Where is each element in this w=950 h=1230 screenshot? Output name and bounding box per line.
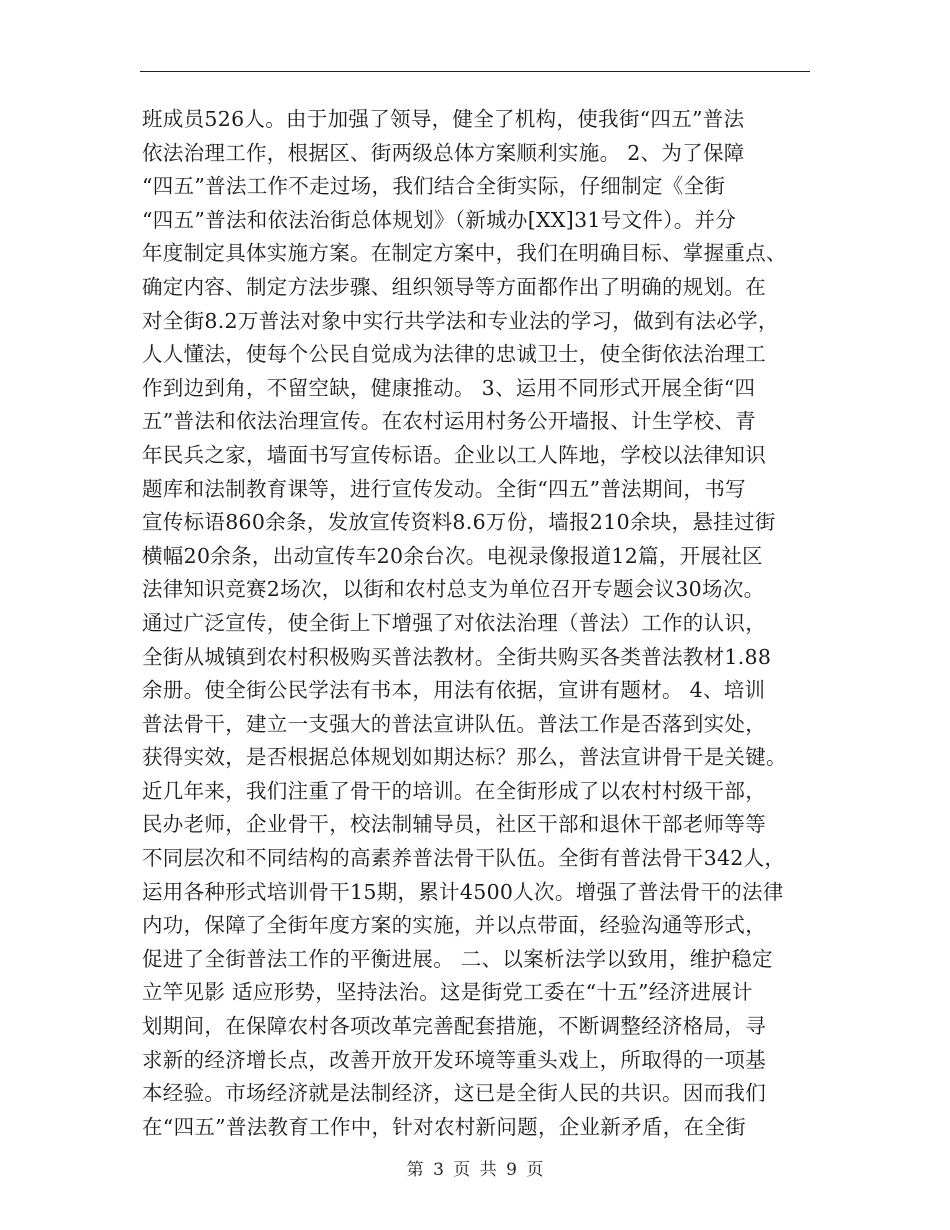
footer-total-pages: 9 [506, 1160, 517, 1180]
text-line: 宣传标语860余条，发放宣传资料8.6万份，墙报210余块，悬挂过街 [142, 510, 776, 535]
text-line: 近几年来，我们注重了骨干的培训。在全街形成了以农村村级干部， [142, 778, 766, 803]
text-line: 人人懂法，使每个公民自觉成为法律的忠诚卫士，使全街依法治理工 [142, 342, 766, 367]
text-line: 确定内容、制定方法步骤、组织领导等方面都作出了明确的规划。在 [142, 274, 766, 299]
footer-prefix: 第 [406, 1160, 424, 1180]
text-line: 法律知识竞赛2场次，以街和农村总支为单位召开专题会议30场次。 [142, 577, 765, 602]
text-line: 划期间，在保障农村各项改革完善配套措施，不断调整经济格局，寻 [142, 1014, 766, 1039]
text-line: 在“四五”普法教育工作中，针对农村新问题，企业新矛盾，在全街 [142, 1114, 746, 1139]
text-line: 年度制定具体实施方案。在制定方案中，我们在明确目标、掌握重点、 [142, 241, 787, 266]
text-line: 促进了全街普法工作的平衡进展。 二、以案析法学以致用，维护稳定 [142, 946, 773, 971]
page-footer [0, 1155, 950, 1180]
header-rule [140, 71, 810, 72]
footer-total-label: 共 [479, 1160, 497, 1180]
text-line: 依法治理工作，根据区、街两级总体方案顺利实施。 2、为了保障 [142, 140, 745, 165]
text-line: 作到边到角，不留空缺，健康推动。 3、运用不同形式开展全街“四 [142, 375, 756, 400]
text-line: 五”普法和依法治理宣传。在农村运用村务公开墙报、计生学校、青 [142, 409, 756, 434]
document-body [142, 103, 822, 1144]
footer-suffix: 页 [526, 1160, 544, 1180]
text-line: 年民兵之家，墙面书写宣传标语。企业以工人阵地，学校以法律知识 [142, 442, 766, 467]
text-line: 题库和法制教育课等，进行宣传发动。全街“四五”普法期间，书写 [142, 476, 746, 501]
text-line: 求新的经济增长点，改善开放开发环境等重头戏上，所取得的一项基 [142, 1047, 766, 1072]
text-line: 不同层次和不同结构的高素养普法骨干队伍。全街有普法骨干342人， [142, 846, 786, 871]
text-line: 横幅20余条，出动宣传车20余台次。电视录像报道12篇，开展社区 [142, 543, 763, 568]
text-line: “四五”普法和依法治街总体规划》（新城办[XX]31号文件）。并分 [142, 207, 737, 232]
text-line: 本经验。市场经济就是法制经济，这已是全街人民的共识。因而我们 [142, 1081, 766, 1106]
text-line: 余册。使全街公民学法有书本，用法有依据，宣讲有题材。 4、培训 [142, 678, 766, 703]
text-line: 班成员526人。由于加强了领导，健全了机构，使我街“四五”普法 [142, 107, 745, 131]
text-line: 全街从城镇到农村积极购买普法教材。全街共购买各类普法教材1.88 [142, 644, 772, 669]
footer-current-page: 3 [433, 1160, 444, 1180]
text-line: 对全街8.2万普法对象中实行共学法和专业法的学习，做到有法必学， [142, 308, 779, 333]
footer-page-label: 页 [453, 1160, 471, 1180]
text-line: 民办老师，企业骨干，校法制辅导员，社区干部和退休干部老师等等 [142, 812, 766, 837]
text-line: 通过广泛宣传，使全街上下增强了对依法治理（普法）工作的认识， [142, 610, 766, 635]
text-line: 内功，保障了全街年度方案的实施，并以点带面，经验沟通等形式， [142, 913, 766, 938]
text-line: 获得实效，是否根据总体规划如期达标？那么，普法宣讲骨干是关键。 [142, 745, 787, 770]
text-line: 普法骨干，建立一支强大的普法宣讲队伍。普法工作是否落到实处， [142, 711, 766, 736]
text-line: 立竿见影 适应形势，坚持法治。这是街党工委在“十五”经济进展计 [142, 980, 753, 1005]
text-line: 运用各种形式培训骨干15期，累计4500人次。增强了普法骨干的法律 [142, 879, 784, 904]
text-line: “四五”普法工作不走过场，我们结合全街实际，仔细制定《全街 [142, 174, 726, 199]
